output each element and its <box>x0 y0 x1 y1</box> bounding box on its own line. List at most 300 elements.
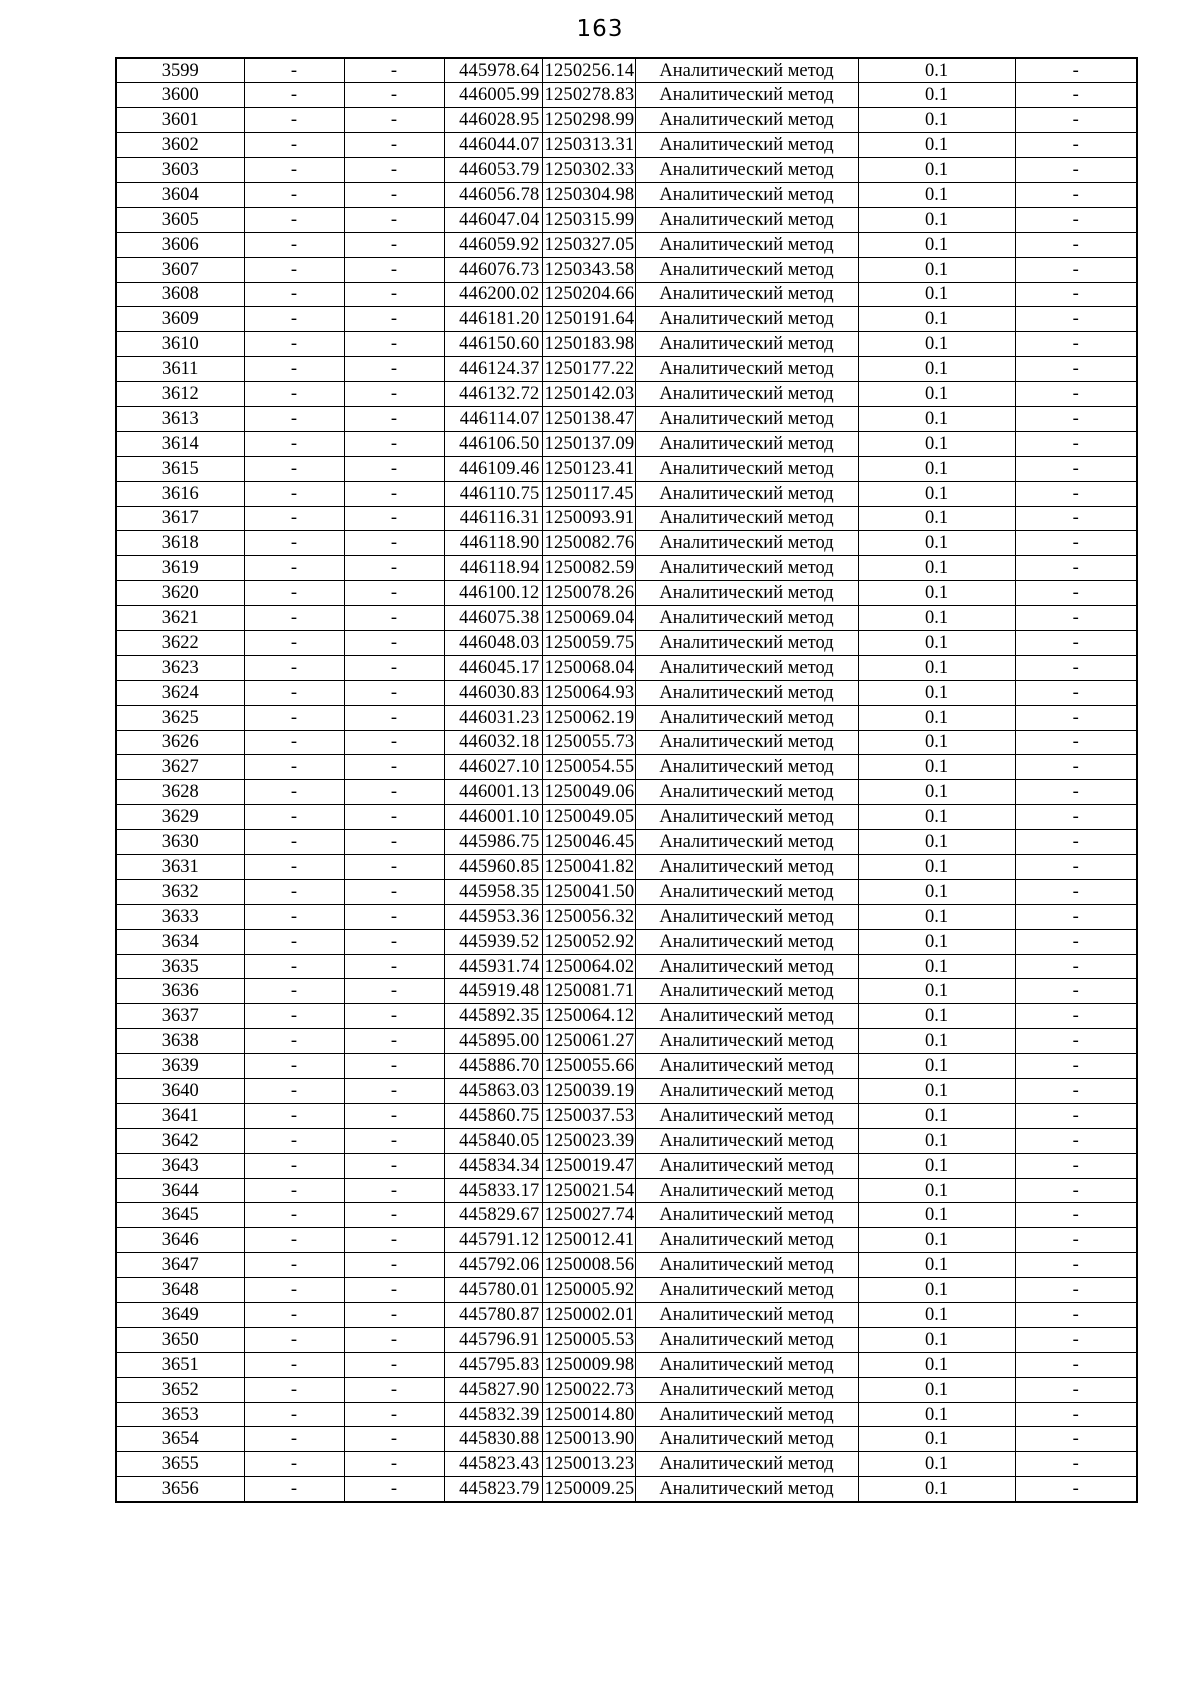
dash-cell: - <box>344 705 444 730</box>
method-cell: Аналитический метод <box>635 904 858 929</box>
x-coordinate-cell: 446044.07 <box>444 133 542 158</box>
dash-cell: - <box>344 1477 444 1502</box>
dash-cell: - <box>1015 108 1137 133</box>
y-coordinate-cell: 1250068.04 <box>542 655 635 680</box>
dash-cell: - <box>344 182 444 207</box>
accuracy-cell: 0.1 <box>858 307 1015 332</box>
dash-cell: - <box>1015 431 1137 456</box>
dash-cell: - <box>244 1477 344 1502</box>
table-row <box>116 58 1137 83</box>
table-row <box>116 954 1137 979</box>
dash-cell: - <box>1015 1079 1137 1104</box>
y-coordinate-cell: 1250008.56 <box>542 1253 635 1278</box>
table-row <box>116 282 1137 307</box>
dash-cell: - <box>244 954 344 979</box>
dash-cell: - <box>1015 1178 1137 1203</box>
accuracy-cell: 0.1 <box>858 456 1015 481</box>
point-number-cell: 3605 <box>116 207 244 232</box>
accuracy-cell: 0.1 <box>858 1427 1015 1452</box>
dash-cell: - <box>344 954 444 979</box>
y-coordinate-cell: 1250082.76 <box>542 531 635 556</box>
dash-cell: - <box>1015 1029 1137 1054</box>
dash-cell: - <box>344 1004 444 1029</box>
dash-cell: - <box>244 506 344 531</box>
method-cell: Аналитический метод <box>635 879 858 904</box>
y-coordinate-cell: 1250064.02 <box>542 954 635 979</box>
table-row <box>116 506 1137 531</box>
accuracy-cell: 0.1 <box>858 1054 1015 1079</box>
dash-cell: - <box>244 456 344 481</box>
method-cell: Аналитический метод <box>635 108 858 133</box>
dash-cell: - <box>344 1452 444 1477</box>
dash-cell: - <box>1015 481 1137 506</box>
method-cell: Аналитический метод <box>635 705 858 730</box>
table-row <box>116 755 1137 780</box>
y-coordinate-cell: 1250002.01 <box>542 1303 635 1328</box>
dash-cell: - <box>1015 954 1137 979</box>
point-number-cell: 3629 <box>116 805 244 830</box>
y-coordinate-cell: 1250191.64 <box>542 307 635 332</box>
y-coordinate-cell: 1250315.99 <box>542 207 635 232</box>
method-cell: Аналитический метод <box>635 1103 858 1128</box>
accuracy-cell: 0.1 <box>858 979 1015 1004</box>
x-coordinate-cell: 446001.13 <box>444 780 542 805</box>
method-cell: Аналитический метод <box>635 556 858 581</box>
x-coordinate-cell: 445834.34 <box>444 1153 542 1178</box>
dash-cell: - <box>244 1427 344 1452</box>
accuracy-cell: 0.1 <box>858 1352 1015 1377</box>
dash-cell: - <box>244 1128 344 1153</box>
y-coordinate-cell: 1250055.66 <box>542 1054 635 1079</box>
dash-cell: - <box>244 855 344 880</box>
point-number-cell: 3643 <box>116 1153 244 1178</box>
dash-cell: - <box>244 1352 344 1377</box>
method-cell: Аналитический метод <box>635 282 858 307</box>
table-row <box>116 332 1137 357</box>
dash-cell: - <box>244 705 344 730</box>
y-coordinate-cell: 1250041.82 <box>542 855 635 880</box>
method-cell: Аналитический метод <box>635 780 858 805</box>
x-coordinate-cell: 445892.35 <box>444 1004 542 1029</box>
point-number-cell: 3638 <box>116 1029 244 1054</box>
x-coordinate-cell: 445827.90 <box>444 1377 542 1402</box>
dash-cell: - <box>1015 506 1137 531</box>
dash-cell: - <box>1015 1327 1137 1352</box>
dash-cell: - <box>244 382 344 407</box>
dash-cell: - <box>1015 1153 1137 1178</box>
accuracy-cell: 0.1 <box>858 556 1015 581</box>
dash-cell: - <box>1015 1253 1137 1278</box>
y-coordinate-cell: 1250204.66 <box>542 282 635 307</box>
accuracy-cell: 0.1 <box>858 1377 1015 1402</box>
dash-cell: - <box>344 257 444 282</box>
dash-cell: - <box>344 133 444 158</box>
dash-cell: - <box>244 755 344 780</box>
x-coordinate-cell: 445919.48 <box>444 979 542 1004</box>
y-coordinate-cell: 1250056.32 <box>542 904 635 929</box>
table-row <box>116 1327 1137 1352</box>
dash-cell: - <box>244 1377 344 1402</box>
accuracy-cell: 0.1 <box>858 581 1015 606</box>
method-cell: Аналитический метод <box>635 655 858 680</box>
dash-cell: - <box>344 780 444 805</box>
method-cell: Аналитический метод <box>635 1402 858 1427</box>
table-row <box>116 382 1137 407</box>
x-coordinate-cell: 446132.72 <box>444 382 542 407</box>
accuracy-cell: 0.1 <box>858 357 1015 382</box>
dash-cell: - <box>344 207 444 232</box>
table-row <box>116 904 1137 929</box>
dash-cell: - <box>344 1153 444 1178</box>
dash-cell: - <box>1015 83 1137 108</box>
accuracy-cell: 0.1 <box>858 954 1015 979</box>
method-cell: Аналитический метод <box>635 182 858 207</box>
x-coordinate-cell: 446047.04 <box>444 207 542 232</box>
y-coordinate-cell: 1250064.12 <box>542 1004 635 1029</box>
table-row <box>116 357 1137 382</box>
dash-cell: - <box>244 1178 344 1203</box>
accuracy-cell: 0.1 <box>858 207 1015 232</box>
x-coordinate-cell: 445832.39 <box>444 1402 542 1427</box>
dash-cell: - <box>244 879 344 904</box>
method-cell: Аналитический метод <box>635 979 858 1004</box>
method-cell: Аналитический метод <box>635 581 858 606</box>
table-row <box>116 680 1137 705</box>
table-row <box>116 83 1137 108</box>
y-coordinate-cell: 1250142.03 <box>542 382 635 407</box>
dash-cell: - <box>344 431 444 456</box>
dash-cell: - <box>344 680 444 705</box>
dash-cell: - <box>344 904 444 929</box>
y-coordinate-cell: 1250081.71 <box>542 979 635 1004</box>
accuracy-cell: 0.1 <box>858 805 1015 830</box>
table-row <box>116 108 1137 133</box>
dash-cell: - <box>1015 382 1137 407</box>
accuracy-cell: 0.1 <box>858 1103 1015 1128</box>
point-number-cell: 3633 <box>116 904 244 929</box>
dash-cell: - <box>1015 1203 1137 1228</box>
dash-cell: - <box>344 606 444 631</box>
dash-cell: - <box>1015 406 1137 431</box>
table-row <box>116 481 1137 506</box>
dash-cell: - <box>244 655 344 680</box>
dash-cell: - <box>244 1452 344 1477</box>
dash-cell: - <box>244 207 344 232</box>
y-coordinate-cell: 1250304.98 <box>542 182 635 207</box>
y-coordinate-cell: 1250027.74 <box>542 1203 635 1228</box>
accuracy-cell: 0.1 <box>858 481 1015 506</box>
y-coordinate-cell: 1250278.83 <box>542 83 635 108</box>
method-cell: Аналитический метод <box>635 1253 858 1278</box>
dash-cell: - <box>344 382 444 407</box>
table-row <box>116 307 1137 332</box>
accuracy-cell: 0.1 <box>858 1228 1015 1253</box>
x-coordinate-cell: 445931.74 <box>444 954 542 979</box>
table-row <box>116 780 1137 805</box>
point-number-cell: 3601 <box>116 108 244 133</box>
dash-cell: - <box>244 1153 344 1178</box>
dash-cell: - <box>1015 581 1137 606</box>
method-cell: Аналитический метод <box>635 382 858 407</box>
accuracy-cell: 0.1 <box>858 1327 1015 1352</box>
dash-cell: - <box>244 1054 344 1079</box>
point-number-cell: 3626 <box>116 730 244 755</box>
y-coordinate-cell: 1250062.19 <box>542 705 635 730</box>
method-cell: Аналитический метод <box>635 1303 858 1328</box>
table-row <box>116 257 1137 282</box>
method-cell: Аналитический метод <box>635 431 858 456</box>
x-coordinate-cell: 446053.79 <box>444 158 542 183</box>
x-coordinate-cell: 446106.50 <box>444 431 542 456</box>
accuracy-cell: 0.1 <box>858 1178 1015 1203</box>
y-coordinate-cell: 1250052.92 <box>542 929 635 954</box>
point-number-cell: 3639 <box>116 1054 244 1079</box>
x-coordinate-cell: 445960.85 <box>444 855 542 880</box>
method-cell: Аналитический метод <box>635 805 858 830</box>
dash-cell: - <box>344 805 444 830</box>
table-row <box>116 1178 1137 1203</box>
point-number-cell: 3620 <box>116 581 244 606</box>
dash-cell: - <box>344 1029 444 1054</box>
point-number-cell: 3614 <box>116 431 244 456</box>
method-cell: Аналитический метод <box>635 531 858 556</box>
table-row <box>116 431 1137 456</box>
accuracy-cell: 0.1 <box>858 730 1015 755</box>
accuracy-cell: 0.1 <box>858 1029 1015 1054</box>
dash-cell: - <box>244 830 344 855</box>
dash-cell: - <box>344 556 444 581</box>
y-coordinate-cell: 1250183.98 <box>542 332 635 357</box>
method-cell: Аналитический метод <box>635 1427 858 1452</box>
table-row <box>116 182 1137 207</box>
x-coordinate-cell: 445829.67 <box>444 1203 542 1228</box>
accuracy-cell: 0.1 <box>858 1278 1015 1303</box>
dash-cell: - <box>344 879 444 904</box>
method-cell: Аналитический метод <box>635 357 858 382</box>
dash-cell: - <box>244 556 344 581</box>
table-row <box>116 1477 1137 1502</box>
dash-cell: - <box>1015 207 1137 232</box>
method-cell: Аналитический метод <box>635 1327 858 1352</box>
point-number-cell: 3627 <box>116 755 244 780</box>
dash-cell: - <box>344 506 444 531</box>
accuracy-cell: 0.1 <box>858 531 1015 556</box>
dash-cell: - <box>1015 780 1137 805</box>
table-row <box>116 655 1137 680</box>
dash-cell: - <box>244 357 344 382</box>
point-number-cell: 3619 <box>116 556 244 581</box>
dash-cell: - <box>1015 805 1137 830</box>
x-coordinate-cell: 446075.38 <box>444 606 542 631</box>
dash-cell: - <box>244 182 344 207</box>
table-row <box>116 1103 1137 1128</box>
accuracy-cell: 0.1 <box>858 1004 1015 1029</box>
table-row <box>116 606 1137 631</box>
dash-cell: - <box>1015 1427 1137 1452</box>
y-coordinate-cell: 1250037.53 <box>542 1103 635 1128</box>
dash-cell: - <box>244 1029 344 1054</box>
dash-cell: - <box>1015 606 1137 631</box>
method-cell: Аналитический метод <box>635 207 858 232</box>
dash-cell: - <box>244 1079 344 1104</box>
dash-cell: - <box>1015 830 1137 855</box>
point-number-cell: 3636 <box>116 979 244 1004</box>
table-row <box>116 1029 1137 1054</box>
point-number-cell: 3604 <box>116 182 244 207</box>
dash-cell: - <box>344 1377 444 1402</box>
accuracy-cell: 0.1 <box>858 232 1015 257</box>
point-number-cell: 3599 <box>116 58 244 83</box>
point-number-cell: 3623 <box>116 655 244 680</box>
y-coordinate-cell: 1250061.27 <box>542 1029 635 1054</box>
x-coordinate-cell: 445986.75 <box>444 830 542 855</box>
accuracy-cell: 0.1 <box>858 1203 1015 1228</box>
table-row <box>116 630 1137 655</box>
dash-cell: - <box>244 805 344 830</box>
dash-cell: - <box>244 531 344 556</box>
y-coordinate-cell: 1250022.73 <box>542 1377 635 1402</box>
dash-cell: - <box>244 332 344 357</box>
method-cell: Аналитический метод <box>635 406 858 431</box>
x-coordinate-cell: 446045.17 <box>444 655 542 680</box>
method-cell: Аналитический метод <box>635 1352 858 1377</box>
accuracy-cell: 0.1 <box>858 83 1015 108</box>
dash-cell: - <box>244 1278 344 1303</box>
accuracy-cell: 0.1 <box>858 257 1015 282</box>
accuracy-cell: 0.1 <box>858 879 1015 904</box>
y-coordinate-cell: 1250049.05 <box>542 805 635 830</box>
dash-cell: - <box>344 58 444 83</box>
dash-cell: - <box>344 1253 444 1278</box>
dash-cell: - <box>1015 755 1137 780</box>
y-coordinate-cell: 1250313.31 <box>542 133 635 158</box>
point-number-cell: 3634 <box>116 929 244 954</box>
x-coordinate-cell: 445939.52 <box>444 929 542 954</box>
dash-cell: - <box>244 929 344 954</box>
method-cell: Аналитический метод <box>635 954 858 979</box>
x-coordinate-cell: 445895.00 <box>444 1029 542 1054</box>
x-coordinate-cell: 446181.20 <box>444 307 542 332</box>
method-cell: Аналитический метод <box>635 730 858 755</box>
point-number-cell: 3602 <box>116 133 244 158</box>
dash-cell: - <box>1015 979 1137 1004</box>
dash-cell: - <box>344 481 444 506</box>
dash-cell: - <box>244 581 344 606</box>
method-cell: Аналитический метод <box>635 83 858 108</box>
x-coordinate-cell: 446109.46 <box>444 456 542 481</box>
dash-cell: - <box>1015 357 1137 382</box>
method-cell: Аналитический метод <box>635 1128 858 1153</box>
point-number-cell: 3640 <box>116 1079 244 1104</box>
point-number-cell: 3647 <box>116 1253 244 1278</box>
method-cell: Аналитический метод <box>635 1228 858 1253</box>
dash-cell: - <box>344 929 444 954</box>
method-cell: Аналитический метод <box>635 1153 858 1178</box>
dash-cell: - <box>1015 556 1137 581</box>
x-coordinate-cell: 446028.95 <box>444 108 542 133</box>
coordinates-table <box>115 57 1138 1503</box>
x-coordinate-cell: 446118.90 <box>444 531 542 556</box>
dash-cell: - <box>1015 158 1137 183</box>
x-coordinate-cell: 446124.37 <box>444 357 542 382</box>
dash-cell: - <box>344 1178 444 1203</box>
dash-cell: - <box>344 1128 444 1153</box>
x-coordinate-cell: 446031.23 <box>444 705 542 730</box>
method-cell: Аналитический метод <box>635 133 858 158</box>
dash-cell: - <box>1015 257 1137 282</box>
x-coordinate-cell: 446200.02 <box>444 282 542 307</box>
x-coordinate-cell: 445796.91 <box>444 1327 542 1352</box>
y-coordinate-cell: 1250013.90 <box>542 1427 635 1452</box>
x-coordinate-cell: 446100.12 <box>444 581 542 606</box>
x-coordinate-cell: 446048.03 <box>444 630 542 655</box>
dash-cell: - <box>1015 531 1137 556</box>
point-number-cell: 3615 <box>116 456 244 481</box>
method-cell: Аналитический метод <box>635 506 858 531</box>
dash-cell: - <box>344 108 444 133</box>
dash-cell: - <box>344 1327 444 1352</box>
table-row <box>116 855 1137 880</box>
x-coordinate-cell: 445840.05 <box>444 1128 542 1153</box>
point-number-cell: 3617 <box>116 506 244 531</box>
accuracy-cell: 0.1 <box>858 1477 1015 1502</box>
dash-cell: - <box>244 257 344 282</box>
dash-cell: - <box>1015 855 1137 880</box>
accuracy-cell: 0.1 <box>858 158 1015 183</box>
dash-cell: - <box>344 1352 444 1377</box>
x-coordinate-cell: 446005.99 <box>444 83 542 108</box>
dash-cell: - <box>1015 133 1137 158</box>
y-coordinate-cell: 1250046.45 <box>542 830 635 855</box>
point-number-cell: 3624 <box>116 680 244 705</box>
dash-cell: - <box>1015 730 1137 755</box>
dash-cell: - <box>244 307 344 332</box>
method-cell: Аналитический метод <box>635 830 858 855</box>
dash-cell: - <box>1015 1103 1137 1128</box>
x-coordinate-cell: 445780.01 <box>444 1278 542 1303</box>
method-cell: Аналитический метод <box>635 158 858 183</box>
dash-cell: - <box>244 1253 344 1278</box>
dash-cell: - <box>344 630 444 655</box>
point-number-cell: 3609 <box>116 307 244 332</box>
page-number: 163 <box>576 16 624 42</box>
dash-cell: - <box>1015 929 1137 954</box>
accuracy-cell: 0.1 <box>858 182 1015 207</box>
dash-cell: - <box>244 108 344 133</box>
y-coordinate-cell: 1250117.45 <box>542 481 635 506</box>
accuracy-cell: 0.1 <box>858 58 1015 83</box>
table-row <box>116 805 1137 830</box>
dash-cell: - <box>344 1402 444 1427</box>
y-coordinate-cell: 1250039.19 <box>542 1079 635 1104</box>
method-cell: Аналитический метод <box>635 456 858 481</box>
method-cell: Аналитический метод <box>635 232 858 257</box>
y-coordinate-cell: 1250005.53 <box>542 1327 635 1352</box>
x-coordinate-cell: 446056.78 <box>444 182 542 207</box>
dash-cell: - <box>344 1203 444 1228</box>
y-coordinate-cell: 1250123.41 <box>542 456 635 481</box>
accuracy-cell: 0.1 <box>858 1079 1015 1104</box>
dash-cell: - <box>244 1303 344 1328</box>
table-row <box>116 1128 1137 1153</box>
dash-cell: - <box>244 680 344 705</box>
point-number-cell: 3652 <box>116 1377 244 1402</box>
method-cell: Аналитический метод <box>635 1278 858 1303</box>
accuracy-cell: 0.1 <box>858 431 1015 456</box>
method-cell: Аналитический метод <box>635 630 858 655</box>
accuracy-cell: 0.1 <box>858 904 1015 929</box>
method-cell: Аналитический метод <box>635 257 858 282</box>
